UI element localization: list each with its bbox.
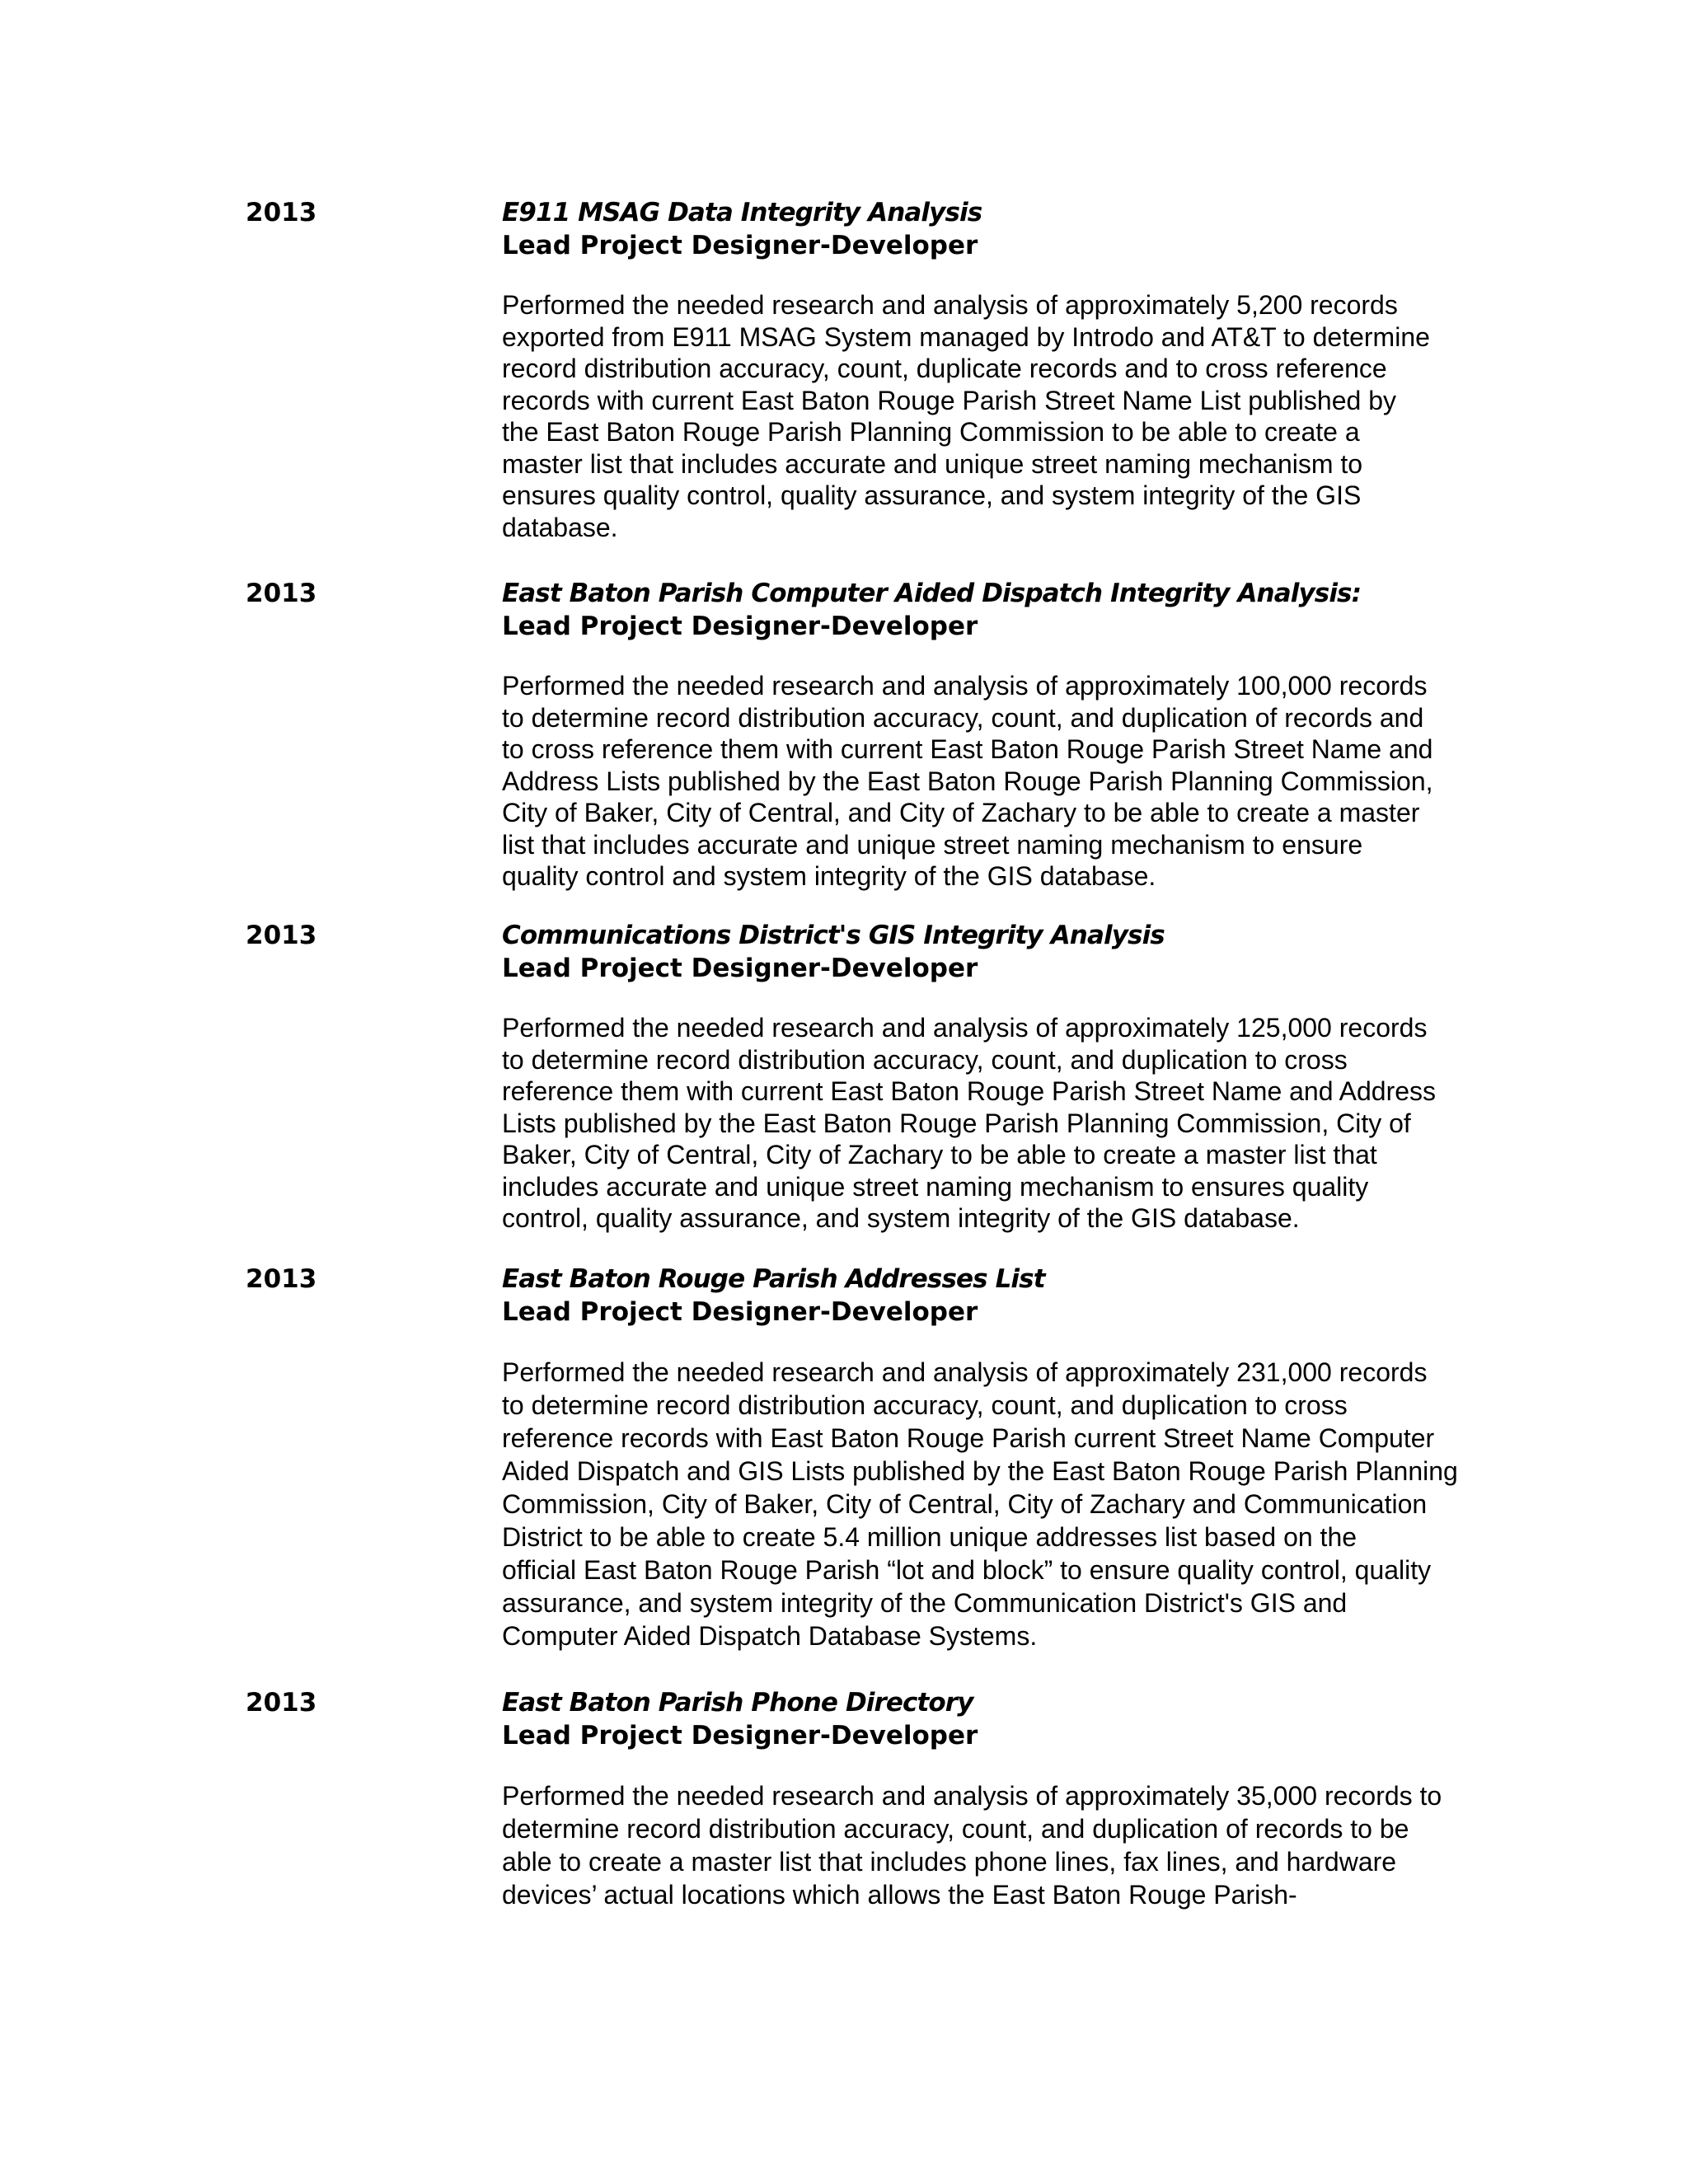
description-line: Performed the needed research and analysis of approximately 5,200 records [502, 290, 1398, 320]
description-line: reference records with East Baton Rouge Parish current Street Name Computer [502, 1423, 1435, 1453]
project-description [502, 289, 1470, 543]
project-year: 2013 [246, 1688, 317, 1718]
description-line: control, quality assurance, and system integrity of the GIS database. [502, 1203, 1300, 1233]
description-line: ensures quality control, quality assurance, and system integrity of the GIS [502, 480, 1362, 510]
description-line: official East Baton Rouge Parish “lot and block” to ensure quality control, quality [502, 1555, 1432, 1585]
description-line: reference them with current East Baton Rouge Parish Street Name and Address [502, 1076, 1437, 1106]
description-line: to determine record distribution accuracy, count, and duplication to cross [502, 1044, 1348, 1075]
project-description [502, 670, 1470, 893]
description-line: the East Baton Rouge Parish Planning Commission to be able to create a [502, 417, 1360, 447]
project-role: Lead Project Designer-Developer [502, 612, 978, 641]
project-role: Lead Project Designer-Developer [502, 231, 978, 260]
description-line: Performed the needed research and analysis of approximately 231,000 records [502, 1357, 1428, 1387]
description-line: to determine record distribution accuracy, count, and duplication to cross [502, 1390, 1348, 1420]
project-title: East Baton Parish Computer Aided Dispatch Integrity Analysis: [502, 579, 1362, 608]
description-line: devices’ actual locations which allows the East Baton Rouge Parish- [502, 1880, 1297, 1910]
project-role: Lead Project Designer-Developer [502, 954, 978, 983]
description-line: list that includes accurate and unique street naming mechanism to ensure [502, 829, 1363, 860]
project-title: E911 MSAG Data Integrity Analysis [502, 198, 982, 227]
description-line: Address Lists published by the East Baton Rouge Parish Planning Commission, [502, 766, 1433, 796]
project-year: 2013 [246, 1264, 317, 1294]
project-content [502, 577, 1470, 893]
description-line: includes accurate and unique street naming mechanism to ensures quality [502, 1171, 1369, 1202]
project-role: Lead Project Designer-Developer [502, 1297, 978, 1327]
project-content [502, 196, 1470, 543]
description-line: Lists published by the East Baton Rouge Parish Planning Commission, City of [502, 1108, 1411, 1138]
project-title: East Baton Rouge Parish Addresses List [502, 1264, 1045, 1294]
description-line: assurance, and system integrity of the Communication District's GIS and [502, 1588, 1348, 1618]
description-line: able to create a master list that includes phone lines, fax lines, and hardware [502, 1847, 1397, 1877]
project-description [502, 1012, 1470, 1235]
description-line: exported from E911 MSAG System managed by Introdo and AT&T to determine [502, 321, 1430, 352]
description-line: Commission, City of Baker, City of Central, City of Zachary and Communication [502, 1489, 1428, 1519]
project-content [502, 1686, 1470, 1911]
description-line: master list that includes accurate and unique street naming mechanism to [502, 448, 1363, 479]
project-role: Lead Project Designer-Developer [502, 1721, 978, 1750]
description-line: records with current East Baton Rouge Parish Street Name List published by [502, 385, 1396, 415]
description-line: City of Baker, City of Central, and City of Zachary to be able to create a master [502, 798, 1420, 827]
description-line: Aided Dispatch and GIS Lists published by the East Baton Rouge Parish Planning [502, 1456, 1458, 1486]
project-description [502, 1356, 1470, 1652]
project-year: 2013 [246, 198, 317, 227]
description-line: quality control and system integrity of the GIS database. [502, 861, 1156, 891]
project-title: East Baton Parish Phone Directory [502, 1688, 973, 1718]
description-line: Performed the needed research and analysis of approximately 35,000 records to [502, 1781, 1442, 1811]
description-line: District to be able to create 5.4 million unique addresses list based on the [502, 1522, 1357, 1552]
project-year: 2013 [246, 579, 317, 608]
project-title: Communications District's GIS Integrity Analysis [502, 921, 1165, 950]
description-line: record distribution accuracy, count, duplicate records and to cross reference [502, 354, 1387, 383]
description-line: Baker, City of Central, City of Zachary to be able to create a master list that [502, 1140, 1377, 1169]
description-line: to determine record distribution accuracy, count, and duplication of records and [502, 702, 1424, 733]
project-description [502, 1779, 1470, 1911]
description-line: determine record distribution accuracy, count, and duplication of records to be [502, 1814, 1409, 1844]
description-line: to cross reference them with current East Baton Rouge Parish Street Name and [502, 734, 1433, 764]
description-line: Performed the needed research and analysis of approximately 125,000 records [502, 1013, 1428, 1043]
description-line: database. [502, 512, 618, 542]
project-year: 2013 [246, 921, 317, 950]
description-line: Computer Aided Dispatch Database Systems. [502, 1621, 1038, 1651]
description-line: Performed the needed research and analysis of approximately 100,000 records [502, 671, 1428, 701]
project-content [502, 1263, 1470, 1652]
project-content [502, 919, 1470, 1235]
